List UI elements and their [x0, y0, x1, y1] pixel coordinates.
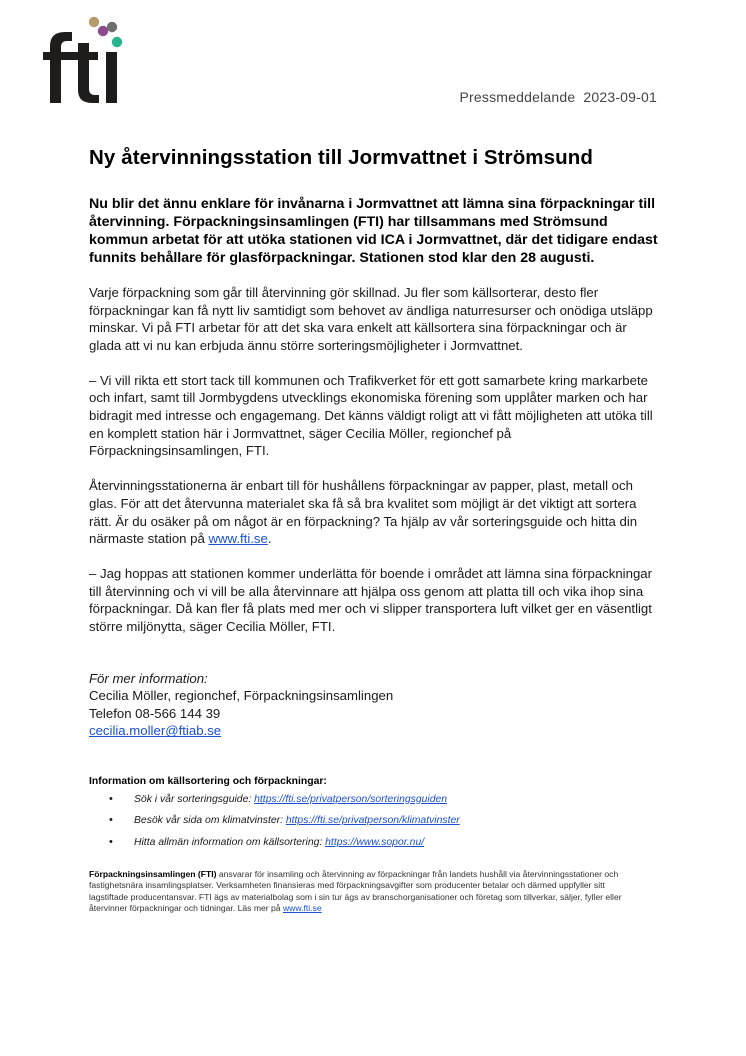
headline: Ny återvinningsstation till Jormvattnet i Strömsund [89, 146, 594, 169]
body-paragraph-4: – Jag hoppas att stationen kommer underlätta för boende i området att lämna sina förpackningar till återvinning och vi vill be alla återvinnare att hjälpa oss genom att platta till och vika ihop sina förpackningar. Då kan fler få plats med mer och vi slipper transportera luft vilket ger en väsentligt större miljönytta, säger Cecilia Möller, FTI. [89, 566, 652, 634]
p3-end: . [267, 531, 272, 547]
logo-letter-i [106, 52, 117, 103]
sopor-link[interactable]: https://www.sopor.nu/ [325, 836, 425, 848]
body-paragraph-1: Varje förpackning som går till återvinning gör skillnad. Ju fler som källsorterar, desto fler förpackningar kan få nytt liv samtidigt som behovet av ändliga naturresurser och onödiga utsläpp minskar. Vi på FTI arbetar för att det ska vara enkelt att källsortera sina förpackningar och är glada att vi nu kan erbjuda ännu större sorteringsmöjligheter i Jormvattnet. [89, 285, 653, 353]
info-list [89, 793, 661, 849]
lead-paragraph: Nu blir det ännu enklare för invånarna i Jormvattnet att lämna sina förpackningar till återvinning. Förpackningsinsamlingen (FTI) har tillsammans med Strömsund kommun arbetat för att utöka stationen vid ICA i Jormvattnet, där det tidigare endast funnits behållare för glasförpackningar. Stationen stod klar den 28 augusti. [89, 196, 658, 266]
logo-letter-f [43, 32, 72, 103]
p3-text: Återvinningsstationerna är enbart till för hushållens förpackningar av papper, plast, metall och glas. För att det återvunna materialet ska få så bra kvalitet som möjligt är det viktigt att sortera rätt. Är du osäker på om något är en förpackning? Ta hjälp av vår sorteringsguide och hitta din närmaste station på [89, 478, 638, 547]
contact-heading: För mer information: [89, 670, 208, 686]
klimatvinster-link[interactable]: https://fti.se/privatperson/klimatvinster [285, 815, 460, 827]
info-item-text: Hitta allmän information om källsortering: [134, 836, 326, 848]
list-item [89, 793, 661, 806]
contact-name: Cecilia Möller, regionchef, Förpackningsinsamlingen [89, 688, 394, 704]
contact-email-link[interactable]: cecilia.moller@ftiab.se [89, 723, 222, 739]
document-type [460, 89, 657, 105]
doc-date: 2023-09-01 [583, 89, 657, 105]
body-paragraph-2: – Vi vill rikta ett stort tack till kommunen och Trafikverket för ett gott samarbete kring markarbete och infart, samt till Jormbygdens utvecklings ekonomiska förening som upplåter marken och har bidragit med intresse och engagemang. Det känns väldigt roligt att vi fått möjligheten att utöka till en komplett station här i Jormvattnet, säger Cecilia Möller, regionchef på Förpackningsinsamlingen, FTI. [89, 372, 653, 459]
footer-org-name: Förpackningsinsamlingen (FTI) [89, 868, 217, 879]
body-paragraph-3 [89, 477, 661, 547]
footer-about [89, 869, 629, 915]
footer-text: ansvarar för insamling och återvinning av förpackningar från landets hushåll via återvinningsstationer och fastighetsnära insamlingsplatser. Verksamheten finansieras med förpackningsavgifter som producenter betalar och därmed uppfyller sitt lagstiftade producentansvar. FTI ägs av materialbolag som i sin tur ägs av branschorganisationer och företag som tillverkar, säljer, fyller eller återvinner förpackningar och tidningar. Läs mer på [89, 868, 622, 914]
list-item [89, 836, 661, 849]
bullet-icon: • [109, 814, 113, 827]
contact-block [89, 670, 661, 740]
info-title: Information om källsortering och förpackningar: [89, 775, 327, 787]
logo-dot-green [112, 37, 122, 47]
logo-dot-gold [89, 17, 99, 27]
info-item-text: Besök vår sida om klimatvinster: [134, 815, 286, 827]
logo-dot-gray [107, 22, 117, 32]
list-item [89, 814, 661, 827]
footer-fti-link[interactable]: www.fti.se [282, 903, 322, 914]
contact-phone: Telefon 08-566 144 39 [89, 705, 221, 721]
fti-logo-graphic [42, 16, 134, 106]
logo-dot-purple [98, 26, 108, 36]
article-body [89, 195, 661, 915]
info-section [89, 776, 661, 849]
fti-logo [42, 16, 134, 106]
info-item-text: Sök i vår sorteringsguide: [134, 793, 255, 805]
sorteringsguide-link[interactable]: https://fti.se/privatperson/sorteringsguiden [254, 793, 448, 805]
bullet-icon: • [109, 835, 113, 848]
bullet-icon: • [109, 792, 113, 805]
logo-letter-t [72, 43, 99, 103]
fti-website-link[interactable]: www.fti.se [208, 531, 268, 547]
doc-type-label: Pressmeddelande [459, 89, 576, 105]
